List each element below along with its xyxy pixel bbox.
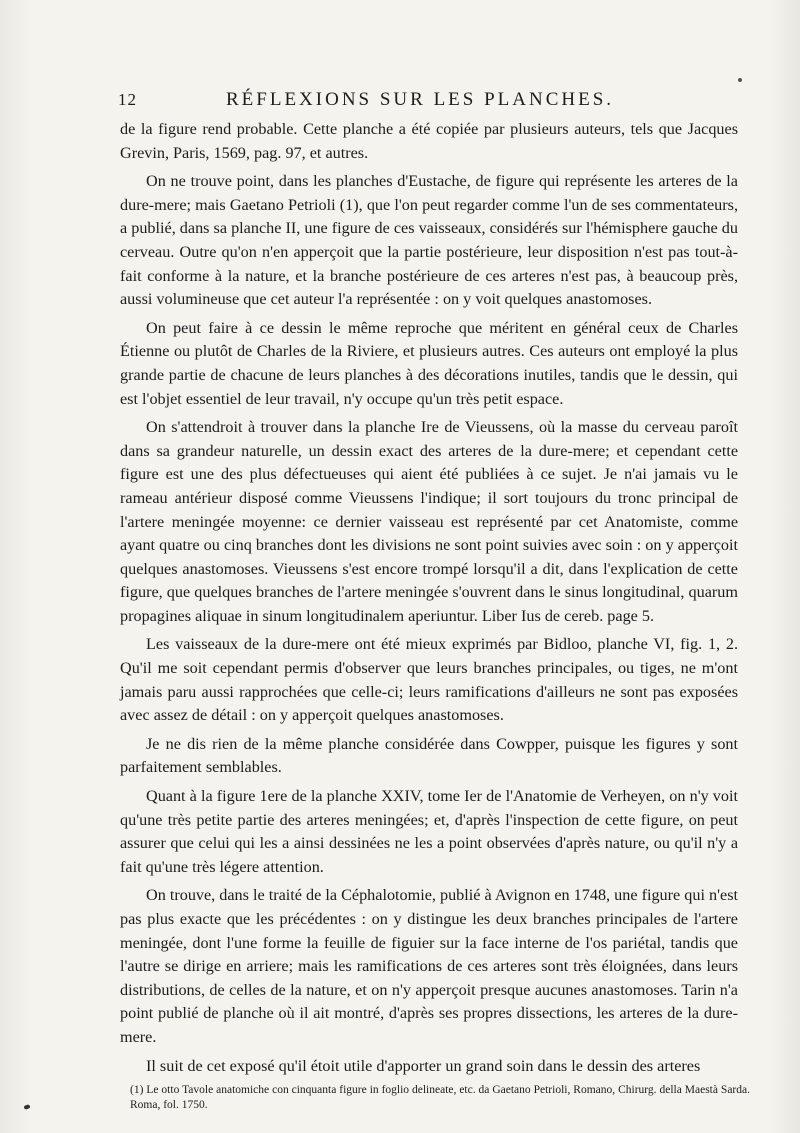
paragraph: Quant à la figure 1ere de la planche XXIV, tome Ier de l'Anatomie de Verheyen, on n'y voit qu'une très petite partie des arteres meningées; et, d'après l'inspection de cette figure, on peut assurer que celui qui les a ainsi dessinées ne les a point observées d'après nature, ou qu'il n'y a fait qu'une très légere attention. [120,787,738,876]
footnote-text: (1) Le otto Tavole anatomiche con cinquanta figure in foglio delineate, etc. da Gaetano Petrioli, Romano, Chirurg. della Maestà Sarda. Roma, fol. 1750. [130,1084,750,1111]
running-title: RÉFLEXIONS SUR LES PLANCHES. [226,89,615,110]
paragraph: On trouve, dans le traité de la Céphalotomie, publié à Avignon en 1748, une figure qui n'est pas plus exacte que les précédentes : on y distingue les deux branches principales de l'artere meningée, dont l'une forme la feuille de figuier sur la face interne de l'os pariétal, tandis que l'autre se dirige en arriere; mais les ramifications de ces arteres sont très éloignées, dans leurs distributions, de celles de la nature, et on n'y apperçoit presque aucunes anastomoses. Tarin n'a point publié de planche où il ait montré, d'après ses propres dissections, les arteres de la dure-mere. [120,886,738,1046]
footnote [130,1083,750,1113]
paragraph: de la figure rend probable. Cette planche a été copiée par plusieurs auteurs, tels que Jacques Grevin, Paris, 1569, pag. 97, et autres. [120,120,738,162]
ink-spot [738,78,742,82]
ink-mark [23,1104,30,1110]
page-header [118,90,738,114]
paragraph: Les vaisseaux de la dure-mere ont été mieux exprimés par Bidloo, planche VI, fig. 1, 2. Qu'il me soit cependant permis d'observer que leurs branches principales, ou tiges, ne m'ont jamais paru aussi rapprochées que celle-ci; leurs ramifications d'ailleurs ne sont pas exposées avec assez de détail : on y apperçoit quelques anastomoses. [120,635,738,725]
paragraph: On peut faire à ce dessin le même reproche que méritent en général ceux de Charles Étienne ou plutôt de Charles de la Riviere, et plusieurs autres. Ces auteurs ont employé la plus grande partie de chacune de leurs planches à des décorations inutiles, tandis que le dessin, qui est l'objet essentiel de leur travail, n'y occupe qu'un très petit espace. [120,318,738,408]
paragraph: Je ne dis rien de la même planche considérée dans Cowpper, puisque les figures y sont parfaitement semblables. [120,734,738,777]
paragraph: Il suit de cet exposé qu'il étoit utile d'apporter un grand soin dans le dessin des arteres [146,1056,701,1075]
body-text [120,118,738,1078]
paragraph: On ne trouve point, dans les planches d'Eustache, de figure qui représente les arteres de la dure-mere; mais Gaetano Petrioli (1), que l'on peut regarder comme l'un de ses commentateurs, a publié, dans sa planche II, une figure de ces vaisseaux, considérés sur l'hémisphere gauche du cerveau. Outre qu'on n'en apperçoit que la partie postérieure, leur disposition n'est pas tout-à-fait conforme à la nature, et la branche postérieure de ces arteres n'est pas, à beaucoup près, aussi volumineuse que cet auteur l'a représentée : on y voit quelques anastomoses. [120,172,738,309]
paragraph: On s'attendroit à trouver dans la planche Ire de Vieussens, où la masse du cerveau paroît dans sa grandeur naturelle, un dessin exact des arteres de la dure-mere; et cependant cette figure est une des plus défectueuses qui aient été publiées à ce sujet. Je n'ai jamais vu le rameau antérieur disposé comme Vieussens l'indique; il sort toujours du tronc principal de l'artere meningée moyenne: ce dernier vaisseau est représenté par cet Anatomiste, comme ayant quatre ou cinq branches dont les divisions ne sont point suivies avec soin : on y apperçoit quelques anastomoses. Vieussens s'est encore trompé lorsqu'il a dit, dans l'explication de cette figure, que quelques branches de l'artere meningée s'ouvrent dans le sinus longitudinal, quarum propagines aliquae in sinum longitudinalem aperiuntur. Liber Ius de cereb. page 5. [120,418,738,625]
page-number: 12 [118,90,137,109]
